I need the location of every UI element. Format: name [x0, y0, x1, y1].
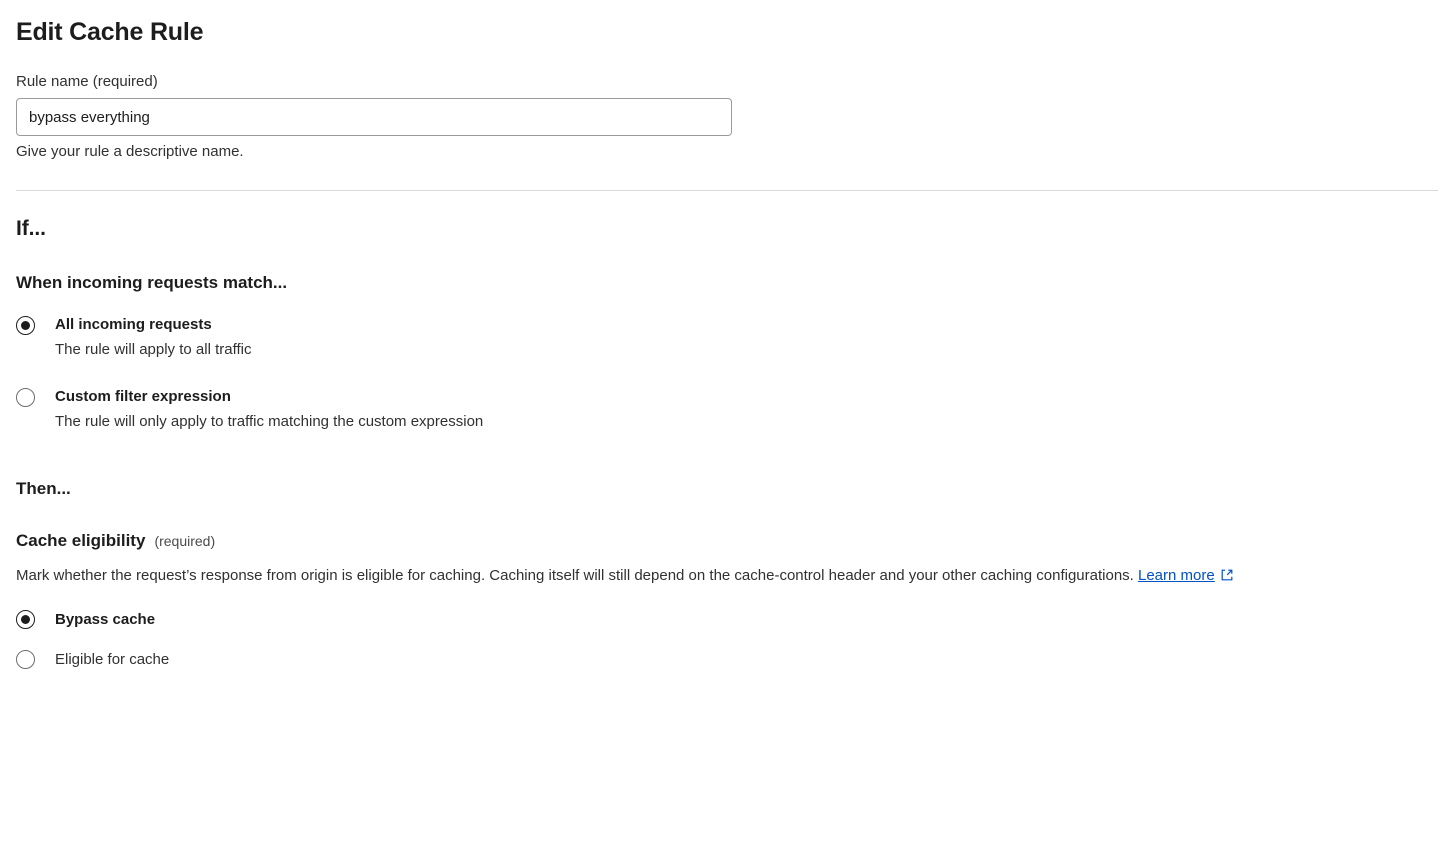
radio-label-all-incoming-requests: All incoming requests	[55, 316, 212, 333]
radio-label-eligible-for-cache: Eligible for cache	[55, 650, 170, 668]
cache-eligibility-required-tag: (required)	[154, 533, 216, 549]
radio-desc-custom-filter-expression: The rule will only apply to traffic matching the custom expression	[55, 413, 484, 430]
radio-label-bypass-cache: Bypass cache	[55, 610, 156, 628]
cache-eligibility-description-text: Mark whether the request’s response from origin is eligible for caching. Caching itself will still depend on the cache-control header and your other caching configurations.	[16, 567, 1138, 584]
radio-icon-bypass-cache[interactable]	[16, 610, 35, 629]
radio-icon-all-incoming-requests[interactable]	[16, 316, 35, 335]
if-subsection-title: When incoming requests match...	[16, 273, 288, 292]
rule-name-field-group	[16, 73, 1438, 160]
radio-desc-all-incoming-requests: The rule will apply to all traffic	[55, 341, 252, 358]
rule-name-input[interactable]	[16, 98, 732, 136]
section-divider	[16, 190, 1438, 191]
radio-label-custom-filter-expression: Custom filter expression	[55, 388, 231, 405]
radio-option-custom-filter-expression[interactable]	[16, 387, 1438, 431]
rule-name-help-text: Give your rule a descriptive name.	[16, 143, 244, 160]
rule-name-label: Rule name (required)	[16, 73, 158, 90]
radio-icon-eligible-for-cache[interactable]	[16, 650, 35, 669]
then-section-title: Then...	[16, 479, 71, 498]
radio-icon-custom-filter-expression[interactable]	[16, 388, 35, 407]
external-link-icon[interactable]	[1220, 567, 1234, 589]
if-section-title: If...	[16, 217, 46, 240]
cache-eligibility-label: Cache eligibility	[16, 531, 146, 550]
learn-more-link[interactable]: Learn more	[1138, 567, 1215, 584]
page-title: Edit Cache Rule	[16, 18, 204, 46]
radio-option-eligible-for-cache[interactable]	[16, 649, 1438, 669]
radio-option-all-incoming-requests[interactable]	[16, 315, 1438, 359]
cache-eligibility-description	[16, 565, 1438, 589]
incoming-requests-radio-group	[16, 315, 1438, 431]
cache-eligibility-radio-group	[16, 609, 1438, 669]
cache-eligibility-heading	[16, 531, 1438, 551]
radio-option-bypass-cache[interactable]	[16, 609, 1438, 629]
